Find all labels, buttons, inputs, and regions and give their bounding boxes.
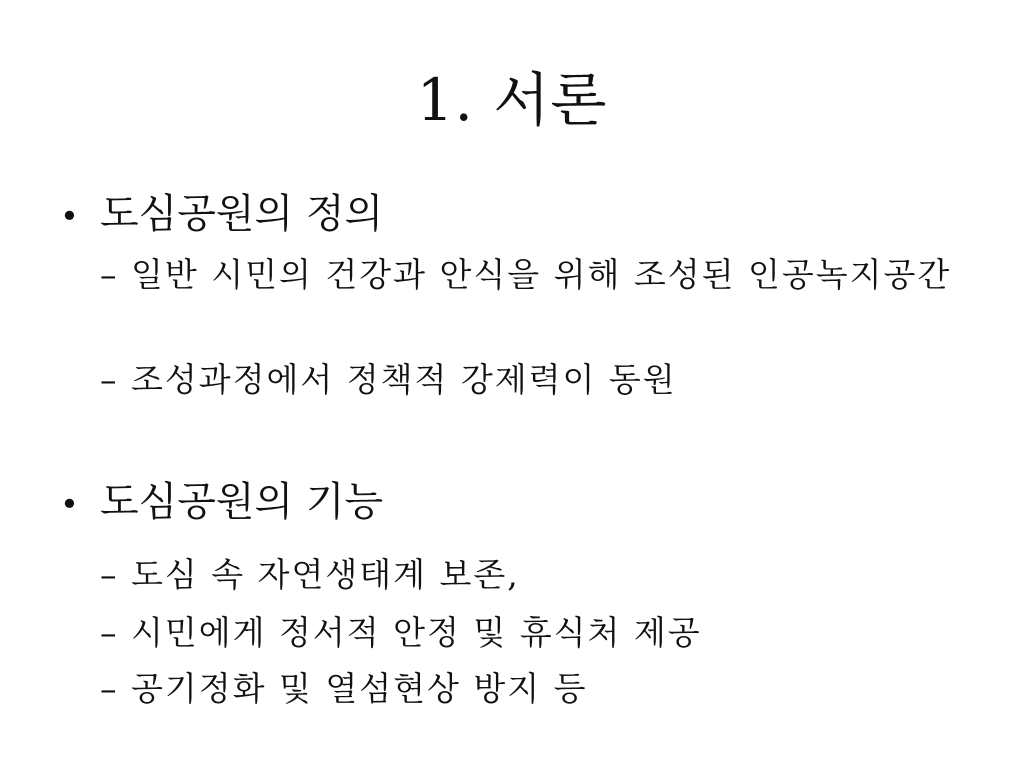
- slide-title: 1. 서론: [416, 66, 608, 134]
- bullet-definition: [60, 186, 383, 244]
- sub-item: – 공기정화 및 열섬현상 방지 등: [100, 669, 588, 708]
- sub-item: – 도심 속 자연생태계 보존,: [100, 555, 520, 594]
- bullet-dot-icon: •: [60, 485, 79, 523]
- sub-item: – 조성과정에서 정책적 강제력이 동원: [100, 360, 677, 399]
- bullet-heading: 도심공원의 정의: [100, 191, 384, 237]
- bullet-function: [60, 474, 383, 532]
- bullet-heading: 도심공원의 기능: [100, 479, 384, 525]
- sub-item: – 시민에게 정서적 안정 및 휴식처 제공: [100, 613, 702, 652]
- bullet-dot-icon: •: [60, 197, 79, 235]
- sub-item: – 일반 시민의 건강과 안식을 위해 조성된 인공녹지공간: [100, 255, 952, 294]
